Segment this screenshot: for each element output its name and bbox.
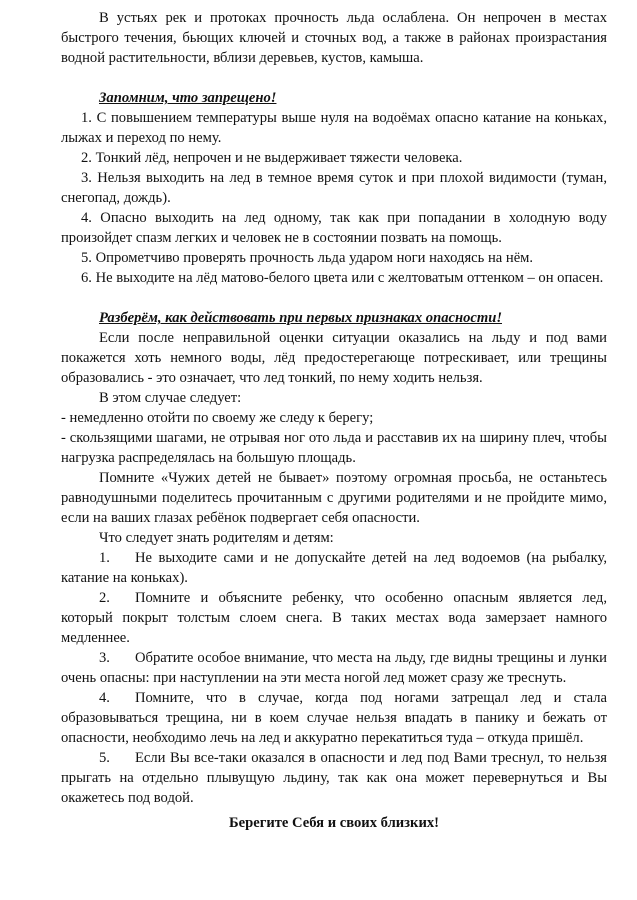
prohibited-item: 3. Нельзя выходить на лед в темное время суток и при плохой видимости (туман, снегопад, дождь). <box>61 170 607 206</box>
document-page <box>61 8 607 833</box>
parents-list-item <box>61 688 607 748</box>
danger-paragraph: Если после неправильной оценки ситуации оказались на льду и под вами покажется хоть немного воды, лёд предостерегающе потрескивает, или трещины образовались - это означает, что лед тонкий, по нему ходить нельзя. <box>61 330 607 386</box>
danger-paragraph: Помните «Чужих детей не бывает» поэтому огромная просьба, не останьтесь равнодушными поделитесь прочитанным с другими родителями и не пройдите мимо, если на ваших глазах ребёнок подвергает себя опасности. <box>61 470 607 526</box>
spacer <box>61 68 607 88</box>
item-text: Не выходите сами и не допускайте детей на лед водоемов (на рыбалку, катание на коньках). <box>61 550 607 586</box>
item-number: 5. <box>99 750 110 766</box>
spacer <box>61 288 607 308</box>
prohibited-item: 6. Не выходите на лёд матово-белого цвета или с желтоватым оттенком – он опасен. <box>81 270 604 286</box>
intro-paragraph: В устьях рек и протоках прочность льда ослаблена. Он непрочен в местах быстрого течения, бьющих ключей и сточных вод, а также в районах произрастания водной растительности, вблизи деревьев, кустов, камыша. <box>61 10 607 66</box>
closing-line: Берегите Себя и своих близких! <box>228 815 440 831</box>
prohibited-item: 5. Опрометчиво проверять прочность льда ударом ноги находясь на нём. <box>81 250 534 266</box>
item-text: Помните, что в случае, когда под ногами затрещал лед и стала образовываться трещина, ни в коем случае нельзя впадать в панику и бежать от опасности, необходимо лечь на лед и аккуратно перекатиться туда – откуда пришёл. <box>61 690 607 746</box>
item-number: 3. <box>99 650 110 666</box>
item-text: Помните и объясните ребенку, что особенно опасным является лед, который покрыт толстым слоем снега. В таких местах вода замерзает намного медленнее. <box>61 590 607 646</box>
item-text: Если Вы все-таки оказался в опасности и лед под Вами треснул, то нельзя прыгать на отдельно плывущую льдину, так как она может перевернуться и Вы окажетесь под водой. <box>61 750 607 806</box>
item-number: 2. <box>99 590 110 606</box>
danger-heading: Разберём, как действовать при первых признаках опасности! <box>99 310 502 326</box>
item-number: 1. <box>99 550 110 566</box>
danger-paragraph: - скользящими шагами, не отрывая ног ото льда и расставив их на ширину плеч, чтобы нагрузка распределялась на большую площадь. <box>61 430 607 466</box>
item-number: 4. <box>99 690 110 706</box>
prohibited-item: 4. Опасно выходить на лед одному, так как при попадании в холодную воду произойдет спазм легких и человек не в состоянии позвать на помощь. <box>61 210 607 246</box>
parents-list-item <box>61 748 607 808</box>
parents-list-item <box>61 548 607 588</box>
item-text: Обратите особое внимание, что места на льду, где видны трещины и лунки очень опасны: при наступлении на эти места ногой лед может сразу же треснуть. <box>61 650 607 686</box>
prohibited-list <box>61 108 607 288</box>
danger-paragraph: В этом случае следует: <box>99 390 242 406</box>
parents-list-item <box>61 648 607 688</box>
prohibited-heading: Запомним, что запрещено! <box>99 90 277 106</box>
danger-paragraph: - немедленно отойти по своему же следу к берегу; <box>61 410 374 426</box>
parents-list-item <box>61 588 607 648</box>
parents-list <box>61 548 607 808</box>
prohibited-item: 1. С повышением температуры выше нуля на водоёмах опасно катание на коньках, лыжах и переход по нему. <box>61 110 607 146</box>
prohibited-item: 2. Тонкий лёд, непрочен и не выдерживает тяжести человека. <box>81 150 463 166</box>
danger-paragraph: Что следует знать родителям и детям: <box>99 530 334 546</box>
